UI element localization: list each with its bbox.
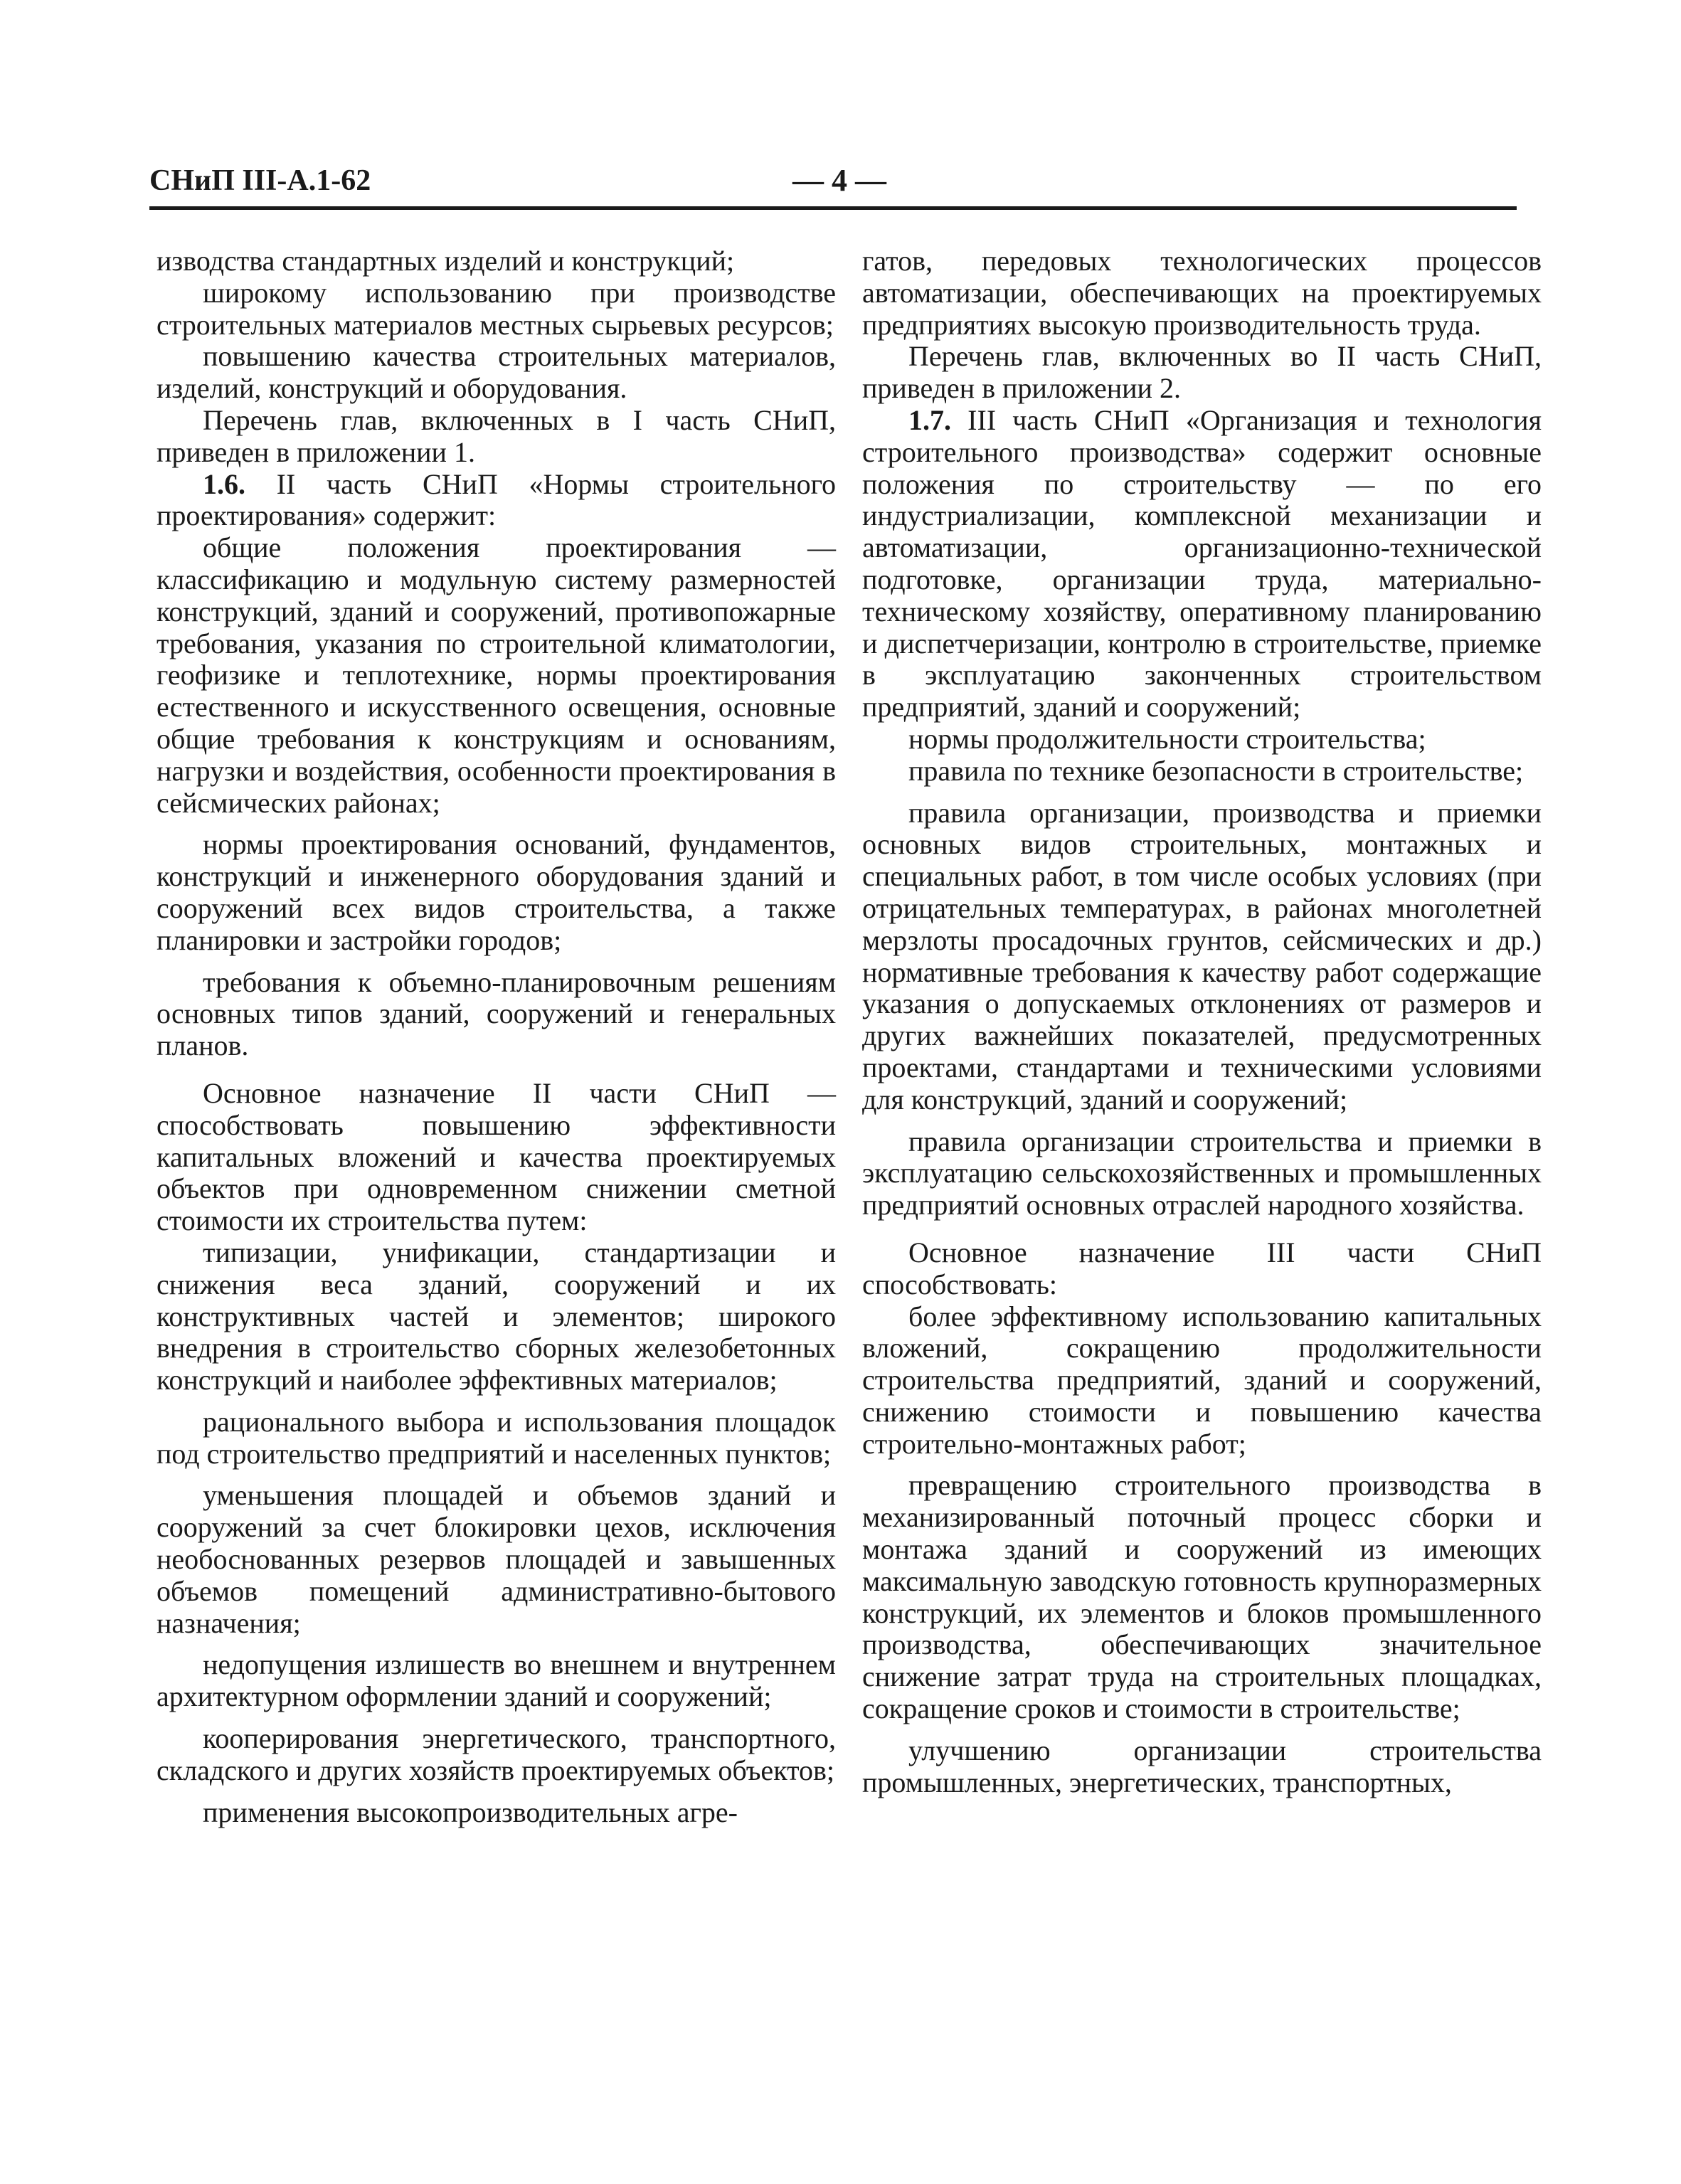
paragraph: Перечень глав, включенных в I часть СНиП, приведен в приложении 1.	[157, 403, 836, 468]
paragraph: превращению строительного производства в механизированный поточный процесс сборки и монтажа зданий и сооружений из имеющих максимальную заводскую готовность крупноразмерных конструкций, их элементов и блоков промышленного производства, обеспечивающих значительное снижение затрат труда на строительных площадках, сокращение сроков и стоимости в строительстве;	[862, 1469, 1542, 1725]
paragraph: применения высокопроизводительных агре-	[203, 1796, 738, 1828]
paragraph: III часть СНиП «Организация и технология строительного производства» содержит основные положения по строительству — по его индустриализации, комплексной механизации и автоматизации, организационно-технической подготовке, организации труда, материально-техническому хозяйству, оперативному планированию и диспетчеризации, контролю в строительстве, приемке в эксплуатацию законченных строительством предприятий, зданий и сооружений;	[862, 403, 1542, 723]
paragraph: недопущения излишеств во внешнем и внутреннем архитектурном оформлении зданий и сооружений;	[157, 1648, 836, 1713]
paragraph: правила по технике безопасности в строительстве;	[908, 754, 1524, 787]
paragraph: более эффективному использованию капитальных вложений, сокращению продолжительности строительства предприятий, зданий и сооружений, снижению стоимости и повышению качества строительно-монтажных работ;	[862, 1300, 1542, 1460]
paragraph: повышению качества строительных материалов, изделий, конструкций и оборудования.	[157, 340, 836, 405]
section-1-6	[157, 469, 836, 533]
paragraph: Перечень глав, включенных во II часть СНиП, приведен в приложении 2.	[862, 340, 1542, 405]
paragraph: изводства стандартных изделий и конструкций;	[157, 245, 735, 277]
paragraph: гатов, передовых технологических процессов автоматизации, обеспечивающих на проектируемых предприятиях высокую производительность труда.	[862, 245, 1542, 341]
page-number: — 4 —	[792, 163, 886, 198]
paragraph: общие положения проектирования — классификацию и модульную систему размерностей конструкций, зданий и сооружений, противопожарные требования, указания по строительной климатологии, геофизике и теплотехнике, нормы проектирования естественного и искусственного освещения, основные общие требования к конструкциям и основаниям, нагрузки и воздействия, особенности проектирования в сейсмических районах;	[157, 531, 836, 819]
paragraph: кооперирования энергетического, транспортного, складского и других хозяйств проектируемых объектов;	[157, 1722, 836, 1786]
right-column	[862, 245, 1542, 1798]
document-code: СНиП III-A.1-62	[149, 164, 371, 197]
paragraph: уменьшения площадей и объемов зданий и сооружений за счет блокировки цехов, исключения необоснованных резервов площадей и завышенных объемов помещений административно-бытового назначения;	[157, 1479, 836, 1639]
paragraph: типизации, унификации, стандартизации и снижения веса зданий, сооружений и их конструктивных частей и элементов; широкого внедрения в строительство сборных железобетонных конструкций и наиболее эффективных материалов;	[157, 1236, 836, 1396]
paragraph: Основное назначение III части СНиП способствовать:	[862, 1236, 1542, 1300]
paragraph: улучшению организации строительства промышленных, энергетических, транспортных,	[862, 1734, 1542, 1798]
paragraph: нормы продолжительности строительства;	[908, 722, 1426, 755]
paragraph: Основное назначение II части СНиП — способствовать повышению эффективности капитальных вложений и качества проектируемых объектов при одновременном снижении сметной стоимости их строительства путем:	[157, 1076, 836, 1237]
paragraph: требования к объемно-планировочным решениям основных типов зданий, сооружений и генеральных планов.	[157, 965, 836, 1062]
section-number: 1.7.	[908, 403, 951, 436]
left-column	[157, 245, 836, 1828]
paragraph: широкому использованию при производстве строительных материалов местных сырьевых ресурсов;	[157, 276, 836, 341]
section-1-7	[862, 405, 1542, 723]
paragraph: II часть СНиП «Нормы строительного проектирования» содержит:	[157, 467, 837, 532]
section-number: 1.6.	[203, 467, 245, 500]
paragraph: нормы проектирования оснований, фундаментов, конструкций и инженерного оборудования зданий и сооружений всех видов строительства, а также планировки и застройки городов;	[157, 828, 836, 956]
paragraph: правила организации строительства и приемки в эксплуатацию сельскохозяйственных и промышленных предприятий основных отраслей народного хозяйства.	[862, 1125, 1542, 1221]
header-rule	[149, 206, 1517, 210]
paragraph: правила организации, производства и приемки основных видов строительных, монтажных и специальных работ, в том числе особых условиях (при отрицательных температурах, в районах многолетней мерзлоты просадочных грунтов, сейсмических и др.) нормативные требования к качеству работ содержащие указания о допускаемых отклонениях от размеров и других важнейших показателей, предусмотренных проектами, стандартами и техническими условиями для конструкций, зданий и сооружений;	[862, 796, 1542, 1115]
paragraph: рационального выбора и использования площадок под строительство предприятий и населенных пунктов;	[157, 1405, 836, 1470]
